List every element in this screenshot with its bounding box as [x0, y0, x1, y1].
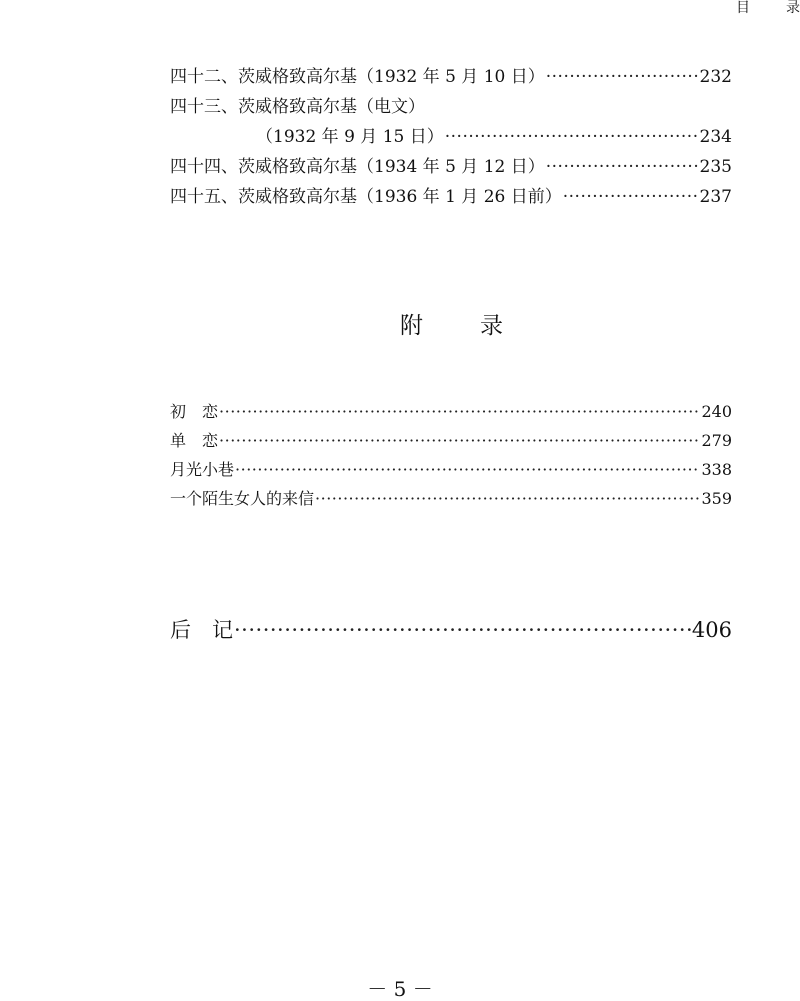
- toc-entry-page: 232: [699, 67, 732, 87]
- leader-dots: [234, 612, 691, 648]
- appendix-heading: [0, 308, 800, 344]
- toc-entry-label: 四十五、茨威格致高尔基（1936 年 1 月 26 日前）: [170, 187, 562, 207]
- toc-entry-label: 四十三、茨威格致高尔基（电文）: [170, 97, 425, 117]
- running-head-right: 录: [786, 0, 800, 16]
- toc-entry-label: 月光小巷: [170, 460, 235, 479]
- leader-dots: [235, 455, 700, 484]
- toc-entry-page: 235: [699, 157, 732, 177]
- toc-entry-page: 338: [701, 460, 732, 479]
- toc-entry-label: 四十四、茨威格致高尔基（1934 年 5 月 12 日）: [170, 157, 545, 177]
- appendix-entry-moonlight-alley[interactable]: [170, 455, 732, 484]
- toc-entry-45[interactable]: [170, 182, 732, 212]
- toc-entry-page: 234: [699, 127, 732, 147]
- toc-appendix-section: [170, 397, 732, 513]
- toc-entry-label: （1932 年 9 月 15 日）: [256, 127, 444, 147]
- toc-entry-44[interactable]: [170, 152, 732, 182]
- running-head-left: 目: [736, 0, 750, 16]
- toc-entry-page: 406: [691, 618, 732, 642]
- appendix-entry-unrequited-love[interactable]: [170, 426, 732, 455]
- leader-dots: [546, 152, 699, 182]
- appendix-entry-first-love[interactable]: [170, 397, 732, 426]
- leader-dots: [219, 426, 700, 455]
- toc-entry-label: 四十二、茨威格致高尔基（1932 年 5 月 10 日）: [170, 67, 545, 87]
- toc-entry-42[interactable]: [170, 62, 732, 92]
- toc-entry-label: 单 恋: [170, 431, 219, 450]
- toc-entry-page: 359: [701, 489, 732, 508]
- toc-entry-label: 初 恋: [170, 402, 219, 421]
- leader-dots: [546, 62, 699, 92]
- toc-entry-43[interactable]: [170, 92, 732, 122]
- leader-dots: [219, 397, 700, 426]
- page-number: － 5 －: [367, 977, 433, 1001]
- toc-entry-label: 一个陌生女人的来信: [170, 489, 315, 508]
- appendix-entry-letter-from-unknown-woman[interactable]: [170, 484, 732, 513]
- toc-entry-page: 240: [701, 402, 732, 421]
- appendix-heading-char-2: 录: [480, 313, 503, 339]
- leader-dots: [315, 484, 700, 513]
- afterword-entry[interactable]: [170, 612, 732, 648]
- toc-afterword-section: [170, 612, 732, 648]
- toc-entry-label: 后 记: [170, 618, 233, 642]
- toc-main-section: [170, 62, 732, 212]
- toc-entry-page: 237: [699, 187, 732, 207]
- running-head: [736, 0, 800, 20]
- toc-entry-page: 279: [701, 431, 732, 450]
- leader-dots: [445, 122, 699, 152]
- toc-entry-43-continued[interactable]: [170, 122, 732, 152]
- leader-dots: [563, 182, 699, 212]
- appendix-heading-char-1: 附: [400, 313, 423, 339]
